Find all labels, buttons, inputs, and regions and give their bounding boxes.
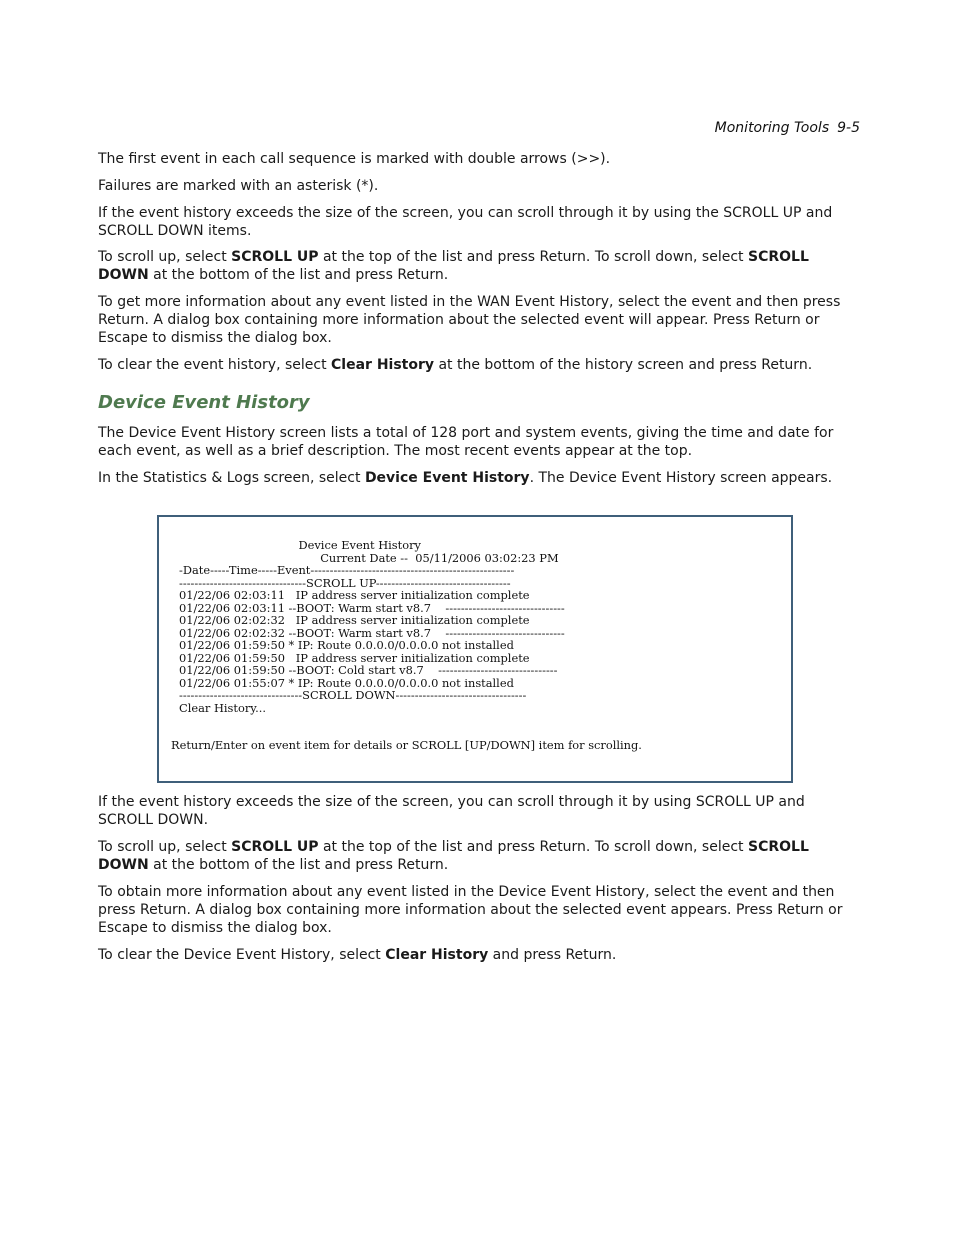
- outro-paragraph-scroll-instructions: To scroll up, select SCROLL UP at the top of the list and press Return. To scroll down, select SCROLL DOWN at the bottom of the list and press Return.: [98, 839, 809, 873]
- clear-history-term: Clear History: [385, 947, 489, 963]
- section-paragraph-description: The Device Event History screen lists a total of 128 port and system events, giving the time and date for each event, as well as a brief description. The most recent events appear at the top.: [98, 425, 834, 459]
- intro-paragraph-double-arrows: The first event in each call sequence is marked with double arrows (>>).: [98, 151, 611, 167]
- event-row[interactable]: 01/22/06 02:02:32 --BOOT: Warm start v8.7 -------------------------------: [179, 625, 565, 640]
- running-head: [715, 120, 860, 136]
- intro-paragraph-clear-history: To clear the event history, select Clear History at the bottom of the history screen and press Return.: [98, 357, 813, 373]
- clear-history-term: Clear History: [331, 357, 435, 373]
- event-row[interactable]: 01/22/06 01:59:50 * IP: Route 0.0.0.0/0.0.0.0 not installed: [179, 638, 514, 652]
- event-row[interactable]: 01/22/06 01:55:07 * IP: Route 0.0.0.0/0.0.0.0 not installed: [179, 675, 514, 690]
- running-head-section: Monitoring Tools: [714, 120, 830, 136]
- outro-paragraph-scroll-overview: If the event history exceeds the size of the screen, you can scroll through it by using SCROLL UP and SCROLL DOWN.: [98, 794, 805, 828]
- intro-paragraph-more-info: To get more information about any event listed in the WAN Event History, select the event and then press Return. A dialog box containing more information about the selected event will appear. Press Return or Escape to dismiss the dialog box.: [98, 294, 841, 346]
- column-header: -Date-----Time-----Event-----------------------------------------------------: [179, 563, 515, 577]
- current-date-value: 05/11/2006 03:02:23 PM: [415, 550, 559, 565]
- terminal-screenshot: [157, 515, 793, 783]
- event-row[interactable]: 01/22/06 02:03:11 IP address server initialization complete: [179, 588, 530, 602]
- event-row[interactable]: 01/22/06 01:59:50 --BOOT: Cold start v8.7 -------------------------------: [179, 663, 558, 677]
- event-row[interactable]: 01/22/06 01:59:50 IP address server initialization complete: [179, 650, 530, 665]
- terminal-title: Device Event History: [298, 538, 421, 552]
- section-paragraph-navigation: In the Statistics & Logs screen, select Device Event History. The Device Event History screen appears.: [98, 470, 833, 486]
- event-row[interactable]: 01/22/06 02:02:32 IP address server initialization complete: [179, 613, 530, 627]
- outro-paragraph-clear-history: To clear the Device Event History, select Clear History and press Return.: [98, 947, 617, 963]
- clear-history-item[interactable]: Clear History...: [179, 700, 267, 715]
- section-heading: Device Event History: [98, 392, 310, 413]
- scroll-down-term: SCROLL DOWN: [98, 249, 809, 283]
- terminal-content: [179, 539, 565, 714]
- current-date-label: Current Date --: [320, 550, 408, 565]
- scroll-up-item[interactable]: ---------------------------------SCROLL UP-----------------------------------: [179, 575, 511, 590]
- scroll-up-term: SCROLL UP: [231, 249, 319, 265]
- terminal-footer-hint: Return/Enter on event item for details or SCROLL [UP/DOWN] item for scrolling.: [171, 738, 642, 752]
- running-head-page-number: 9-5: [837, 120, 860, 136]
- intro-paragraph-scroll-overview: If the event history exceeds the size of the screen, you can scroll through it by using the SCROLL UP and SCROLL DOWN items.: [98, 205, 833, 239]
- outro-paragraph-more-info: To obtain more information about any event listed in the Device Event History, select the event and then press Return. A dialog box containing more information about the selected event appears. Press Return or Escape to dismiss the dialog box.: [98, 884, 843, 936]
- scroll-up-term: SCROLL UP: [231, 839, 319, 855]
- intro-paragraph-asterisk: Failures are marked with an asterisk (*).: [98, 178, 379, 194]
- scroll-down-term: SCROLL DOWN: [98, 839, 809, 873]
- device-event-history-term: Device Event History: [364, 470, 530, 486]
- event-row[interactable]: 01/22/06 02:03:11 --BOOT: Warm start v8.7 -------------------------------: [179, 600, 565, 615]
- scroll-down-item[interactable]: --------------------------------SCROLL DOWN----------------------------------: [179, 688, 527, 702]
- intro-paragraph-scroll-instructions: To scroll up, select SCROLL UP at the top of the list and press Return. To scroll down, select SCROLL DOWN at the bottom of the list and press Return.: [98, 249, 809, 283]
